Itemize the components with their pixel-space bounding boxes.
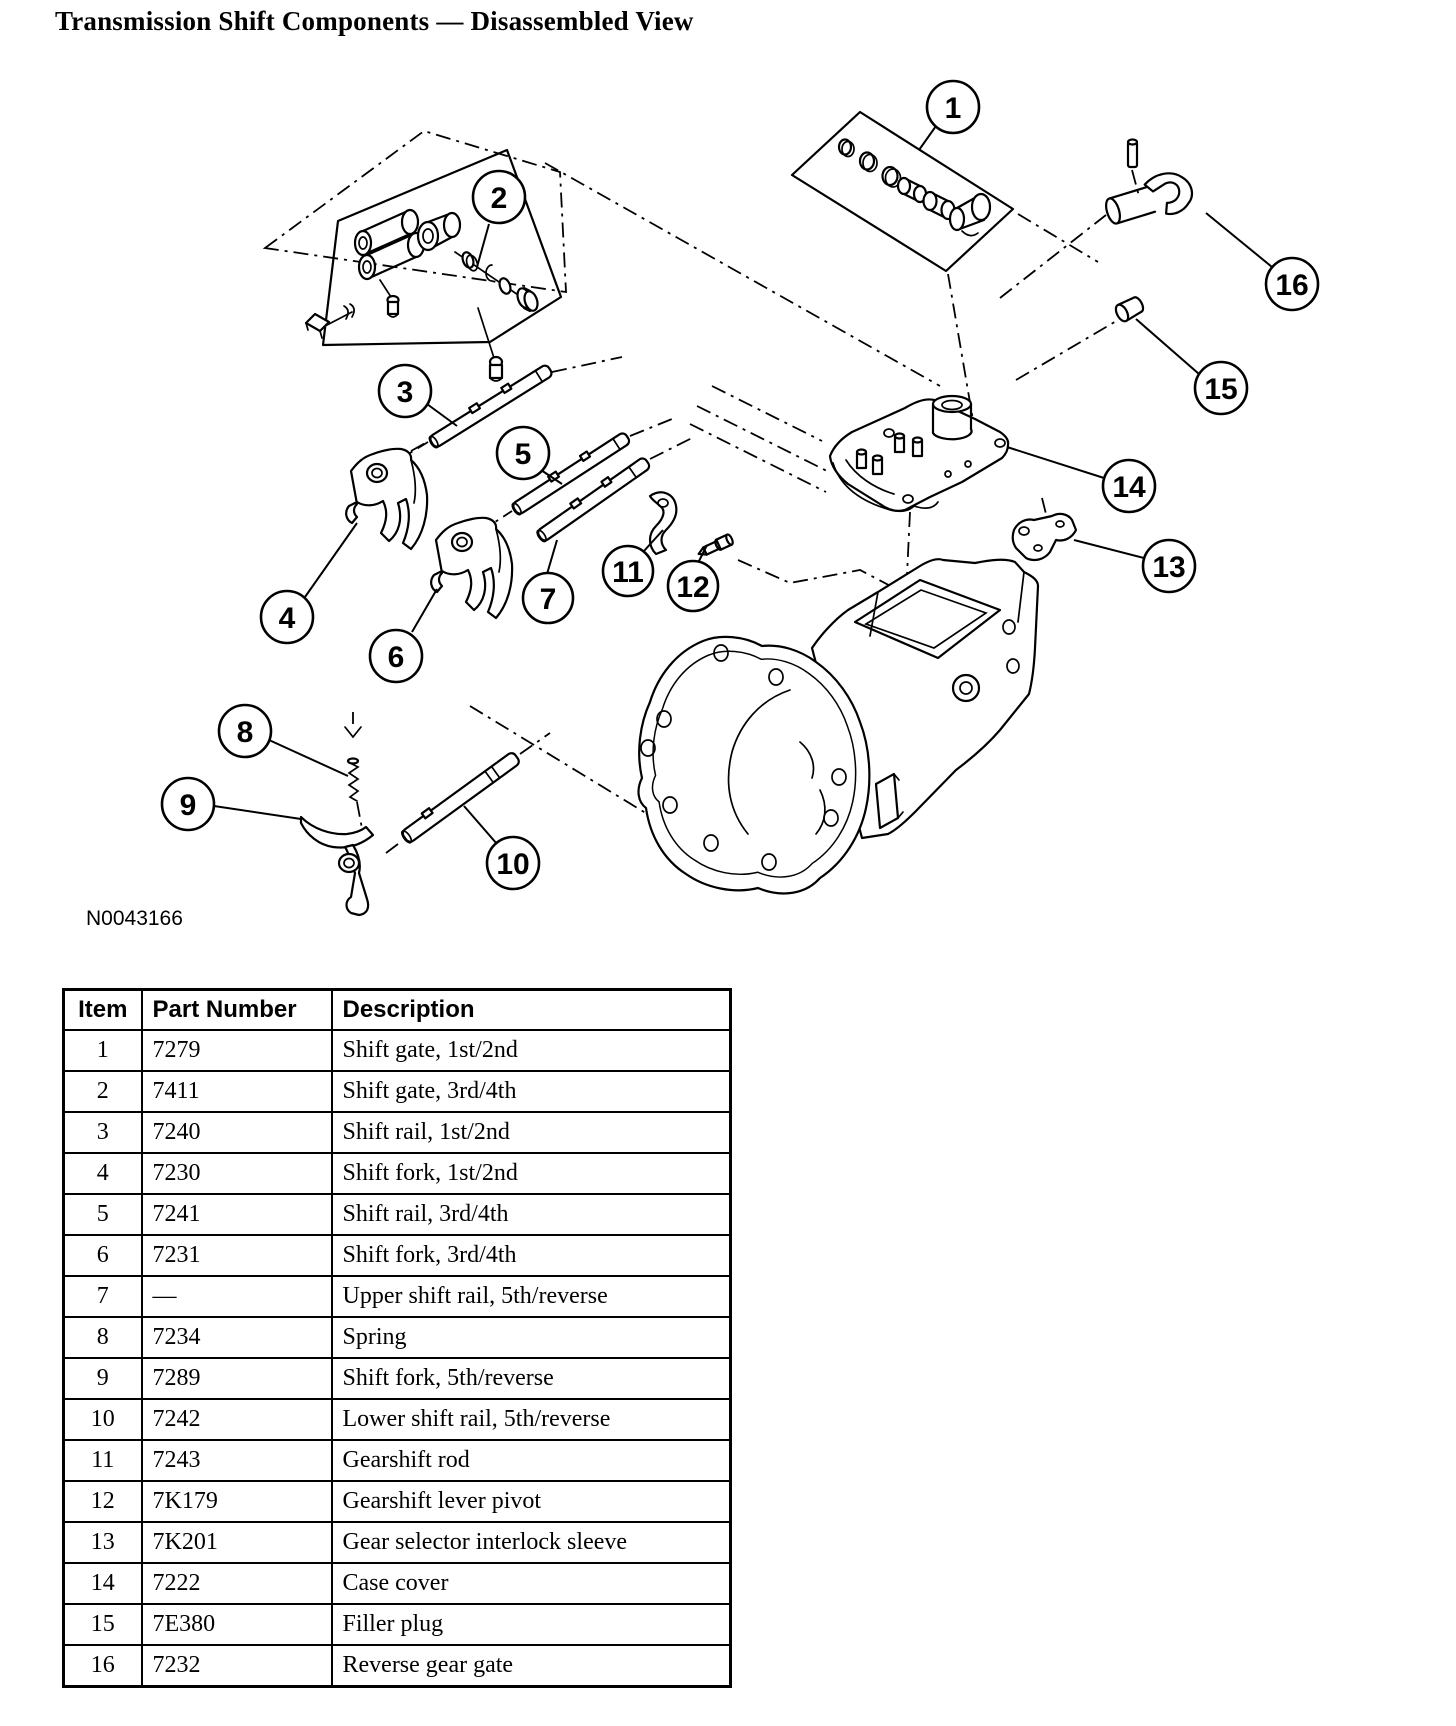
svg-text:7: 7 (539, 583, 557, 616)
callout-8-leader (269, 740, 348, 776)
description-cell: Spring (332, 1317, 731, 1358)
item-cell: 15 (64, 1604, 142, 1645)
table-row (64, 1481, 731, 1522)
table-row (64, 1071, 731, 1112)
callout-3 (379, 365, 457, 426)
item-cell: 13 (64, 1522, 142, 1563)
svg-text:1: 1 (944, 92, 962, 125)
callout-6 (370, 589, 437, 682)
callout-12 (668, 545, 718, 611)
shift-gate-1-2-group (792, 112, 1013, 271)
description-cell: Lower shift rail, 5th/reverse (332, 1399, 731, 1440)
description-cell: Gearshift lever pivot (332, 1481, 731, 1522)
item-cell: 8 (64, 1317, 142, 1358)
part-number-cell: — (142, 1276, 332, 1317)
callout-4-leader (305, 523, 357, 597)
callout-2 (473, 171, 525, 267)
item-cell: 11 (64, 1440, 142, 1481)
callout-1-leader (919, 126, 936, 150)
gate-cylinders (355, 210, 460, 279)
item-cell: 9 (64, 1358, 142, 1399)
description-cell: Shift fork, 1st/2nd (332, 1153, 731, 1194)
table-row (64, 1030, 731, 1071)
svg-text:2: 2 (490, 182, 508, 215)
header-part-number: Part Number (142, 990, 332, 1031)
description-cell: Filler plug (332, 1604, 731, 1645)
description-cell: Shift rail, 1st/2nd (332, 1112, 731, 1153)
page-title: Transmission Shift Components — Disassembled View (55, 6, 694, 36)
callout-8 (219, 705, 348, 776)
item-cell: 1 (64, 1030, 142, 1071)
table-row (64, 1522, 731, 1563)
parts-table-body (64, 1030, 731, 1687)
description-cell: Reverse gear gate (332, 1645, 731, 1687)
table-row (64, 1358, 731, 1399)
item-cell: 10 (64, 1399, 142, 1440)
figure-id: N0043166 (86, 907, 183, 930)
part-number-cell: 7279 (142, 1030, 332, 1071)
part-number-cell: 7234 (142, 1317, 332, 1358)
item-cell: 3 (64, 1112, 142, 1153)
part-number-cell: 7K201 (142, 1522, 332, 1563)
callout-15-leader (1136, 319, 1199, 374)
item-cell: 7 (64, 1276, 142, 1317)
filler-plug (1113, 295, 1145, 324)
item-cell: 5 (64, 1194, 142, 1235)
table-row (64, 1112, 731, 1153)
part-number-cell: 7243 (142, 1440, 332, 1481)
svg-text:11: 11 (612, 556, 644, 589)
description-cell: Shift fork, 3rd/4th (332, 1235, 731, 1276)
description-cell: Shift gate, 3rd/4th (332, 1071, 731, 1112)
svg-text:5: 5 (514, 438, 532, 471)
table-row (64, 1563, 731, 1604)
callout-7 (523, 540, 573, 623)
table-row (64, 1317, 731, 1358)
svg-text:13: 13 (1152, 551, 1186, 584)
exploded-diagram (0, 40, 1456, 980)
gearshift-rod (650, 492, 676, 554)
item-cell: 2 (64, 1071, 142, 1112)
table-row (64, 1440, 731, 1481)
svg-text:16: 16 (1275, 269, 1309, 302)
parts-table (62, 988, 732, 1688)
shift-fork-1-2 (346, 449, 427, 549)
table-row (64, 1194, 731, 1235)
svg-text:8: 8 (236, 716, 254, 749)
callout-9 (162, 778, 301, 830)
callout-2-leader (477, 224, 489, 267)
parts-table-header-row (64, 990, 731, 1031)
description-cell: Gear selector interlock sleeve (332, 1522, 731, 1563)
lower-shift-rail-5-rev (398, 749, 520, 844)
callout-10-leader (464, 806, 497, 844)
callout-7-leader (547, 540, 557, 574)
part-number-cell: 7242 (142, 1399, 332, 1440)
callout-16-leader (1206, 213, 1272, 267)
header-description: Description (332, 990, 731, 1031)
table-row (64, 1645, 731, 1687)
item-cell: 12 (64, 1481, 142, 1522)
callout-9-leader (214, 806, 301, 819)
spring (345, 727, 361, 801)
description-cell: Shift rail, 3rd/4th (332, 1194, 731, 1235)
table-row (64, 1604, 731, 1645)
part-number-cell: 7E380 (142, 1604, 332, 1645)
description-cell: Shift fork, 5th/reverse (332, 1358, 731, 1399)
part-number-cell: 7240 (142, 1112, 332, 1153)
header-item: Item (64, 990, 142, 1031)
svg-text:9: 9 (179, 789, 197, 822)
callout-3-leader (427, 404, 457, 426)
callout-13 (1074, 540, 1195, 592)
table-row (64, 1276, 731, 1317)
gear-selector-interlock-sleeve (1013, 514, 1076, 560)
shift-fork-5-rev (301, 817, 373, 915)
table-row (64, 1399, 731, 1440)
callout-6-leader (412, 589, 437, 632)
part-number-cell: 7411 (142, 1071, 332, 1112)
part-number-cell: 7222 (142, 1563, 332, 1604)
item-cell: 6 (64, 1235, 142, 1276)
case-cover (830, 396, 1008, 511)
svg-text:4: 4 (278, 602, 296, 635)
table-row (64, 1235, 731, 1276)
callout-14 (1007, 447, 1155, 512)
reverse-gear-gate (1101, 140, 1197, 233)
callout-13-leader (1074, 540, 1144, 558)
callout-14-leader (1007, 447, 1104, 478)
callout-10 (464, 806, 539, 889)
part-number-cell: 7241 (142, 1194, 332, 1235)
callout-11 (603, 530, 663, 596)
svg-text:15: 15 (1204, 373, 1238, 406)
table-row (64, 1153, 731, 1194)
svg-text:3: 3 (396, 376, 414, 409)
item-cell: 16 (64, 1645, 142, 1687)
part-number-cell: 7232 (142, 1645, 332, 1687)
svg-text:10: 10 (496, 848, 530, 881)
svg-text:6: 6 (387, 641, 405, 674)
callout-1 (919, 81, 979, 150)
description-cell: Gearshift rod (332, 1440, 731, 1481)
item-cell: 14 (64, 1563, 142, 1604)
svg-text:14: 14 (1112, 471, 1146, 504)
description-cell: Upper shift rail, 5th/reverse (332, 1276, 731, 1317)
part-number-cell: 7289 (142, 1358, 332, 1399)
svg-text:12: 12 (676, 571, 710, 604)
shift-fork-3-4 (431, 518, 512, 618)
part-number-cell: 7231 (142, 1235, 332, 1276)
part-number-cell: 7K179 (142, 1481, 332, 1522)
description-cell: Shift gate, 1st/2nd (332, 1030, 731, 1071)
description-cell: Case cover (332, 1563, 731, 1604)
callout-4 (261, 523, 357, 643)
item-cell: 4 (64, 1153, 142, 1194)
callout-15 (1136, 319, 1247, 414)
part-number-cell: 7230 (142, 1153, 332, 1194)
detent-pins (839, 140, 990, 236)
callout-16 (1206, 213, 1318, 310)
